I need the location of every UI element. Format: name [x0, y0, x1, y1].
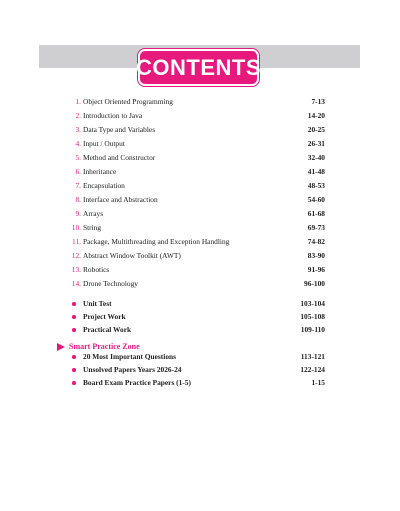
extra-title: Board Exam Practice Papers (1-5) [83, 378, 191, 387]
chapter-title: Inheritance [83, 167, 117, 176]
extra-pages: 113-121 [300, 352, 325, 361]
chapter-number: 4. [75, 139, 81, 148]
extra-pages: 1-15 [311, 378, 325, 387]
toc-entry[interactable] [68, 264, 325, 276]
bullet-icon [72, 381, 76, 385]
chapter-pages: 20-25 [307, 125, 325, 134]
extra-title: Project Work [83, 312, 126, 321]
toc-entry[interactable] [68, 138, 325, 150]
extra-pages: 103-104 [300, 299, 325, 308]
chapter-pages: 74-82 [307, 237, 325, 246]
chapter-pages: 96-100 [304, 279, 325, 288]
chapter-title: String [83, 223, 102, 232]
chapter-number: 3. [75, 125, 81, 134]
chapter-number: 10. [71, 223, 81, 232]
chapter-number: 5. [75, 153, 81, 162]
extra-pages: 122-124 [300, 365, 325, 374]
chapter-title: Data Type and Variables [83, 125, 156, 134]
chapter-title: Interface and Abstraction [83, 195, 158, 204]
chapter-pages: 91-96 [307, 265, 325, 274]
chapter-number: 11. [72, 237, 81, 246]
toc-entry[interactable] [68, 166, 325, 178]
chapter-pages: 26-31 [307, 139, 325, 148]
chapter-number: 2. [75, 111, 81, 120]
extra-title: 20 Most Important Questions [83, 352, 176, 361]
contents-title-box [136, 51, 261, 84]
bullet-icon [72, 355, 76, 359]
chapter-pages: 14-20 [307, 111, 325, 120]
toc-extra-entry[interactable] [68, 298, 325, 310]
toc-entry[interactable] [68, 208, 325, 220]
toc-extra-entry[interactable] [68, 351, 325, 363]
chapter-number: 7. [75, 181, 81, 190]
chapter-title: Abstract Window Toolkit (AWT) [83, 251, 181, 260]
extra-title: Practical Work [83, 325, 132, 334]
toc-extra-entry[interactable] [68, 324, 325, 336]
bullet-icon [72, 328, 76, 332]
bullet-icon [72, 368, 76, 372]
chapter-title: Object Oriented Programming [83, 97, 173, 106]
toc-entry[interactable] [68, 124, 325, 136]
chapter-number: 9. [75, 209, 81, 218]
chapter-number: 13. [71, 265, 81, 274]
chapter-title: Arrays [83, 209, 104, 218]
toc-entry[interactable] [68, 110, 325, 122]
toc-entry[interactable] [68, 278, 325, 290]
chapter-pages: 54-60 [307, 195, 325, 204]
chapter-number: 1. [75, 97, 81, 106]
toc-entry[interactable] [68, 222, 325, 234]
toc-extra-entry[interactable] [68, 311, 325, 323]
toc-extra-entry[interactable] [68, 364, 325, 376]
chapter-pages: 69-73 [307, 223, 325, 232]
chapter-pages: 41-48 [307, 167, 325, 176]
chapter-title: Method and Constructor [83, 153, 156, 162]
chapter-pages: 32-40 [307, 153, 325, 162]
bullet-icon [72, 302, 76, 306]
extra-pages: 105-108 [300, 312, 325, 321]
toc-entry[interactable] [68, 96, 325, 108]
chapter-title: Drone Technology [83, 279, 138, 288]
section-heading: Smart Practice Zone [69, 342, 140, 351]
chapter-title: Robotics [83, 265, 110, 274]
chapter-number: 8. [75, 195, 81, 204]
bullet-icon [72, 315, 76, 319]
chapter-pages: 48-53 [307, 181, 325, 190]
chapter-pages: 7-13 [311, 97, 325, 106]
chapter-title: Encapsulation [83, 181, 125, 190]
page-title: CONTENTS [136, 54, 261, 80]
extra-pages: 109-110 [300, 325, 325, 334]
chapter-title: Introduction to Java [83, 111, 143, 120]
arrow-right-icon [57, 343, 65, 351]
chapter-pages: 61-68 [307, 209, 325, 218]
toc-entry[interactable] [68, 250, 325, 262]
chapter-number: 14. [71, 279, 81, 288]
toc-entry[interactable] [68, 236, 325, 248]
chapter-number: 12. [71, 251, 81, 260]
toc-extra-entry[interactable] [68, 377, 325, 389]
chapter-number: 6. [75, 167, 81, 176]
chapter-pages: 83-90 [307, 251, 325, 260]
toc-entry[interactable] [68, 180, 325, 192]
chapter-title: Input / Output [83, 139, 125, 148]
toc-entry[interactable] [68, 194, 325, 206]
toc-entry[interactable] [68, 152, 325, 164]
extra-title: Unit Test [83, 299, 112, 308]
chapter-title: Package, Multithreading and Exception Handling [83, 237, 230, 246]
extra-title: Unsolved Papers Years 2026-24 [83, 365, 182, 374]
